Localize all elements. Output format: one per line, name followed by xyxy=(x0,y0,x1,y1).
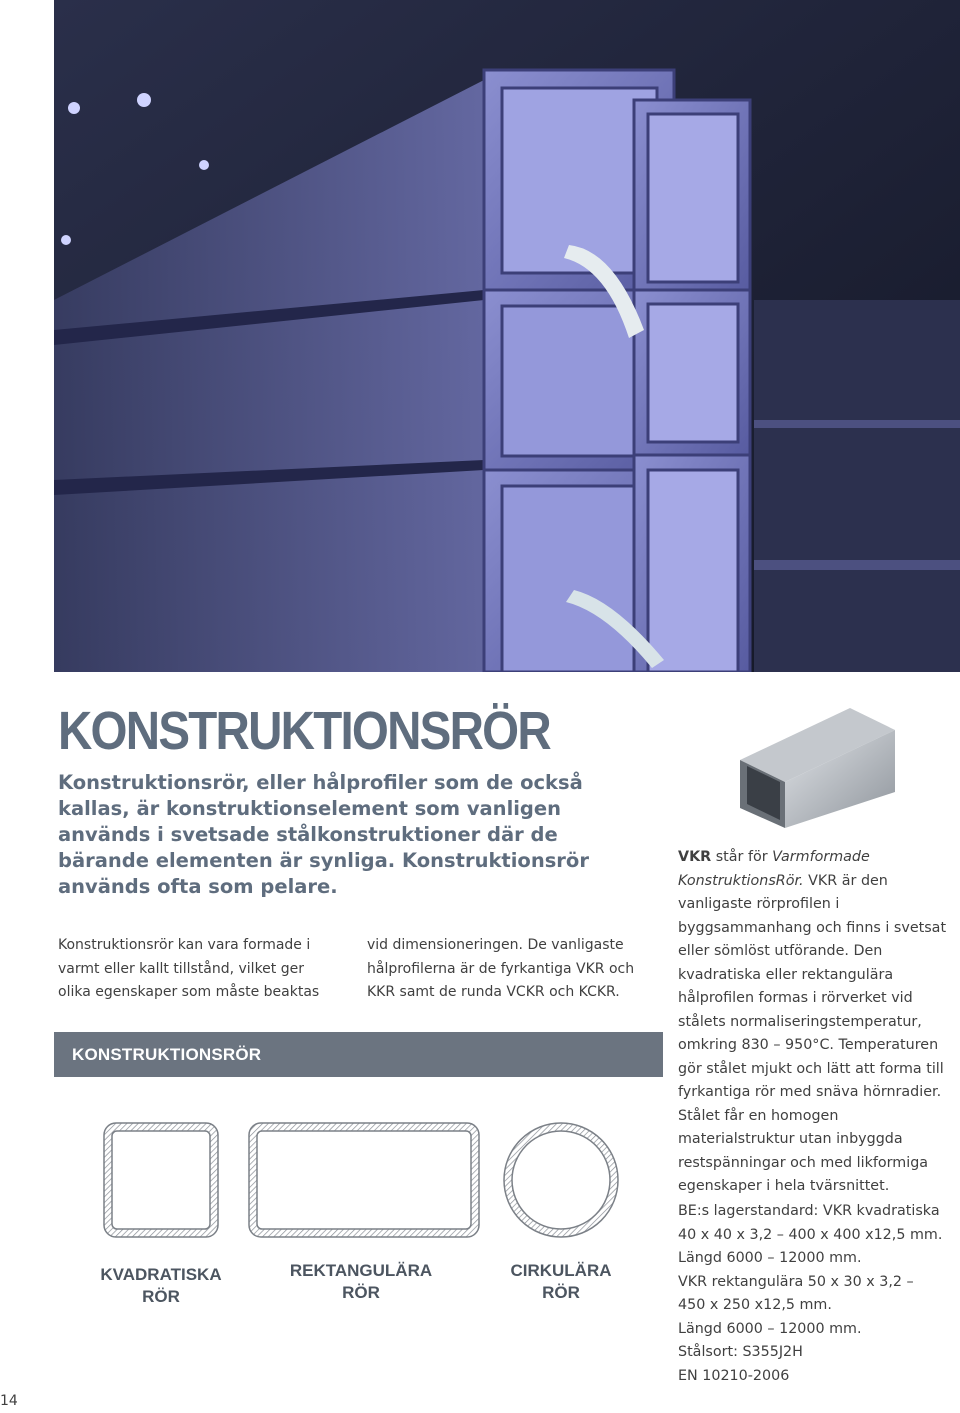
circular-tube-label-line1: CIRKULÄRA xyxy=(510,1261,612,1280)
spec-line: BE:s lagerstandard: VKR kvadratiska xyxy=(678,1203,940,1219)
vkr-description xyxy=(678,846,956,1199)
page-number: 14 xyxy=(0,1393,18,1409)
circular-tube-label xyxy=(491,1260,631,1304)
rectangular-tube-label-line1: REKTANGULÄRA xyxy=(289,1261,433,1280)
spec-line: VKR rektangulära 50 x 30 x 3,2 – xyxy=(678,1273,914,1290)
spec-line: Längd 6000 – 12000 mm. xyxy=(678,1320,862,1337)
vkr-intro: står för xyxy=(711,849,773,865)
vkr-expansion: Varmformade KonstruktionsRör. xyxy=(678,849,870,889)
figure-panel xyxy=(71,1077,663,1385)
spec-line: EN 10210-2006 xyxy=(678,1367,790,1384)
steel-hollow-sections-photo xyxy=(54,0,960,672)
profile-shapes-drawing xyxy=(71,1077,663,1385)
square-tube-icon xyxy=(104,1123,218,1237)
lead-paragraph: Konstruktionsrör, eller hålprofiler som de också kallas, är konstruktionselement som vanligen används i svetsade stålkonstruktioner där de bärande elementen är synliga. Konstruktionsrör används ofta som pelare. xyxy=(58,771,589,898)
body-text-column-1: Konstruktionsrör kan vara formade i varmt eller kallt tillstånd, vilket ger olika egenskaper som måste beaktas xyxy=(58,937,320,1000)
spec-line: Stålsort: S355J2H xyxy=(678,1344,803,1360)
rectangular-tube-label-line2: RÖR xyxy=(342,1283,380,1302)
circular-tube-icon xyxy=(504,1123,618,1237)
vkr-abbreviation: VKR xyxy=(678,849,712,865)
square-tube-label-line1: KVADRATISKA xyxy=(100,1265,222,1284)
figure-header xyxy=(54,1032,663,1077)
square-tube-3d-icon xyxy=(730,700,910,830)
square-tube-label-line2: RÖR xyxy=(142,1287,180,1306)
body-text-column-2: vid dimensioneringen. De vanligaste hålprofilerna är de fyrkantiga VKR och KKR samt de runda VCKR och KCKR. xyxy=(367,937,635,1000)
spec-line: 40 x 40 x 3,2 – 400 x 400 x12,5 mm. xyxy=(678,1226,943,1243)
rectangular-tube-icon xyxy=(249,1123,479,1237)
page-title: KONSTRUKTIONSRÖR xyxy=(58,701,550,761)
square-tube-label xyxy=(91,1264,231,1308)
profile-shapes-figure xyxy=(54,1032,663,1385)
figure-header-label: KONSTRUKTIONSRÖR xyxy=(72,1045,262,1064)
spec-line: 450 x 250 x12,5 mm. xyxy=(678,1297,832,1313)
spec-line: Längd 6000 – 12000 mm. xyxy=(678,1250,862,1266)
rectangular-tube-label xyxy=(286,1260,436,1304)
steel-tubes-image xyxy=(54,0,960,672)
vkr-body: VKR är den vanligaste rörprofilen i byggsammanhang och finns i svetsat eller sömlöst utförande. Den kvadratiska eller rektangulära hålprofilen formas i rörverket vid stålets normaliseringstemperatur, omkring 830 – 950°C. Temperaturen gör stålet mjukt och lätt att forma till fyrkantiga rör med snäva hörnradier. Stålet får en homogen materialstruktur utan inbyggda restspänningar och med likformiga egenskaper i hela tvärsnittet. xyxy=(678,872,947,1194)
circular-tube-label-line2: RÖR xyxy=(542,1283,580,1302)
stock-standard-spec xyxy=(678,1200,956,1388)
